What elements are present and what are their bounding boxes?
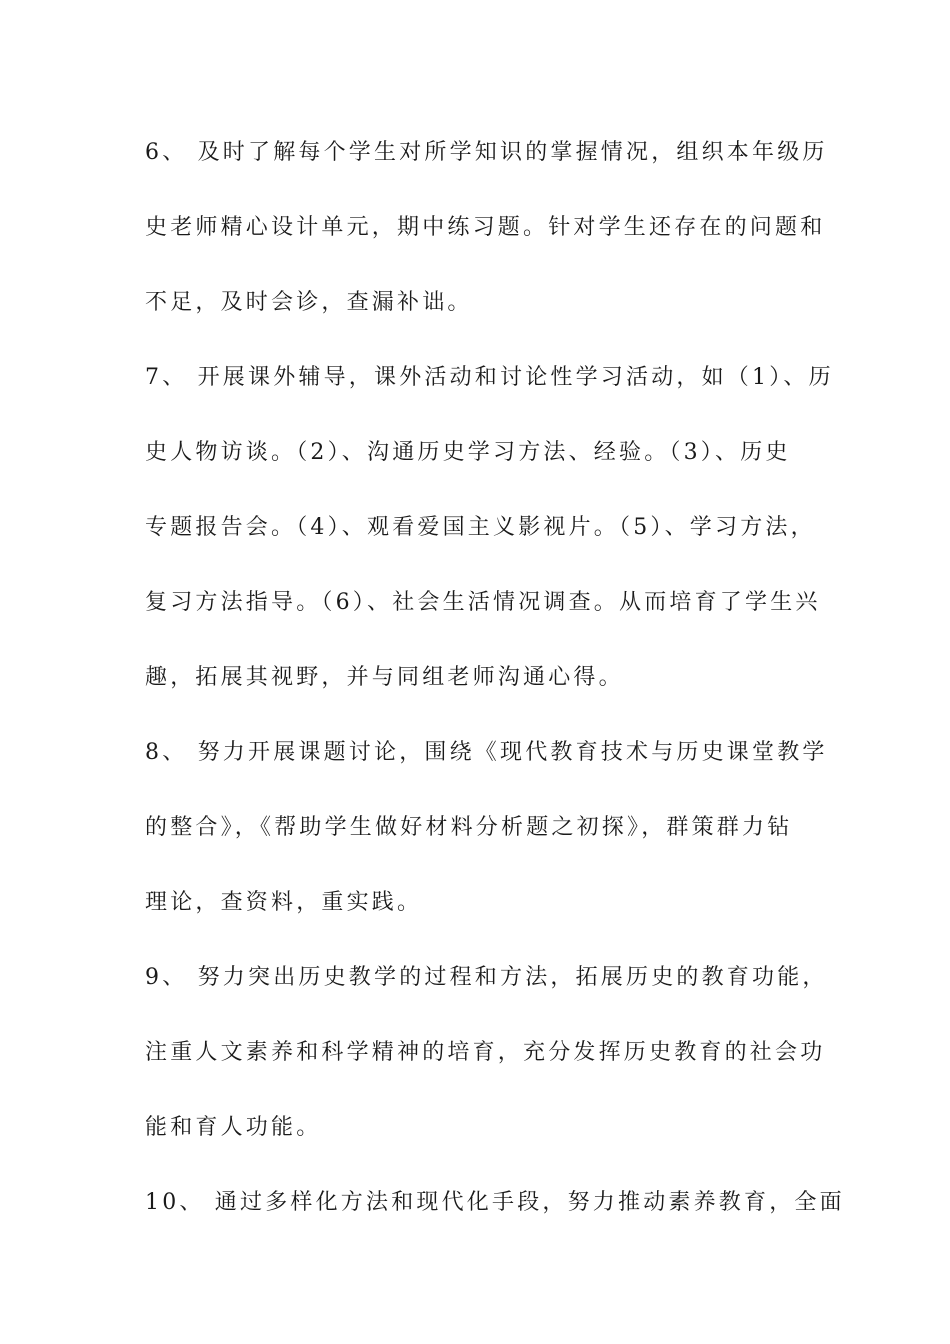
text-line: 复习方法指导。（6）、社会生活情况调查。从而培育了学生兴 — [145, 590, 821, 615]
text-line: 理论，查资料，重实践。 — [145, 890, 423, 915]
text-line: 史老师精心设计单元，期中练习题。针对学生还存在的问题和 — [145, 215, 826, 240]
text-line: 趣，拓展其视野，并与同组老师沟通心得。 — [145, 665, 624, 690]
text-line: 7、 开展课外辅导，课外活动和讨论性学习活动，如（1）、历 — [145, 365, 834, 390]
text-line: 史人物访谈。（2）、沟通历史学习方法、经验。（3）、历史 — [145, 440, 791, 465]
text-line: 6、 及时了解每个学生对所学知识的掌握情况，组织本年级历 — [145, 140, 828, 165]
text-line: 不足，及时会诊，查漏补诎。 — [145, 290, 473, 315]
text-line: 注重人文素养和科学精神的培育，充分发挥历史教育的社会功 — [145, 1040, 826, 1065]
text-line: 8、 努力开展课题讨论，围绕《现代教育技术与历史课堂教学 — [145, 740, 828, 765]
text-line: 能和育人功能。 — [145, 1115, 322, 1140]
text-line: 9、 努力突出历史教学的过程和方法，拓展历史的教育功能， — [145, 965, 828, 990]
text-line: 专题报告会。（4）、观看爱国主义影视片。（5）、学习方法， — [145, 515, 816, 540]
text-line: 10、 通过多样化方法和现代化手段，努力推动素养教育，全面 — [145, 1190, 845, 1215]
document-body — [145, 133, 845, 1258]
text-line: 的整合》，《帮助学生做好材料分析题之初探》，群策群力钻 — [145, 815, 793, 840]
